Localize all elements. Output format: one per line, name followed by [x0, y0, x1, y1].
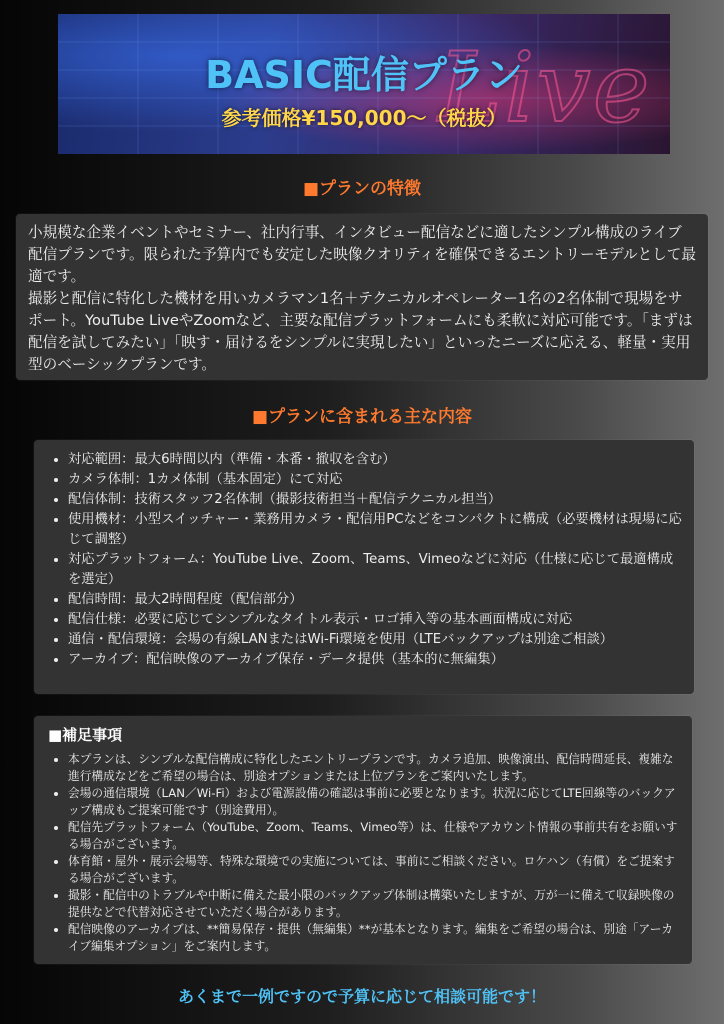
list-item: • アーカイブ：配信映像のアーカイブ保存・データ提供（基本的に無編集） [68, 650, 682, 670]
notes-title: ■補足事項 [48, 726, 123, 744]
list-item: • 本プランは、シンプルな配信構成に特化したエントリープランです。カメラ追加、映像演出、配信時間延長、複雑な進行構成などをご希望の場合は、別途オプションまたは上位プランをご案内いたします。 [68, 751, 680, 785]
notes-list [48, 751, 680, 955]
page-title: BASIC配信プラン [205, 53, 523, 97]
list-item: • カメラ体制：1カメ体制（基本固定）にて対応 [68, 470, 682, 490]
contents-list [48, 450, 682, 670]
list-item: • 体育館・屋外・展示会場等、特殊な環境での実施については、事前にご相談ください。ロケハン（有償）をご提案する場合がございます。 [68, 853, 680, 887]
list-item: • 使用機材：小型スイッチャー・業務用カメラ・配信用PCなどをコンパクトに構成（必要機材は現場に応じて調整） [68, 510, 682, 550]
footer-note: あくまで一例ですので予算に応じて相談可能です！ [177, 987, 546, 1006]
features-box [16, 214, 708, 380]
features-paragraph-2: 撮影と配信に特化した機材を用いカメラマン1名＋テクニカルオペレーター1名の2名体制で現場をサポート。YouTube LiveやZoomなど、主要な配信プラットフォームにも柔軟に対応可能です。「まずは配信を試してみたい」「映す・届けるをシンプルに実現したい」といったニーズに応える、軽量・実用型のベーシックプランです。 [28, 290, 693, 373]
list-item: • 対応範囲：最大6時間以内（準備・本番・撤収を含む） [68, 450, 682, 470]
list-item: • 対応プラットフォーム：YouTube Live、Zoom、Teams、Vimeoなどに対応（仕様に応じて最適構成を選定） [68, 550, 682, 590]
notes-box [34, 716, 692, 964]
contents-box [34, 440, 694, 694]
list-item: • 配信時間：最大2時間程度（配信部分） [68, 590, 682, 610]
live-neon-decoration: Live [438, 32, 652, 144]
features-heading: ■プランの特徴 [302, 179, 422, 199]
list-item: • 通信・配信環境：会場の有線LANまたはWi-Fi環境を使用（LTEバックアップは別途ご相談） [68, 630, 682, 650]
hero-banner [58, 14, 670, 154]
list-item: • 会場の通信環境（LAN／Wi-Fi）および電源設備の確認は事前に必要となります。状況に応じてLTE回線等のバックアップ構成もご提案可能です（別途費用）。 [68, 785, 680, 819]
list-item: • 配信仕様：必要に応じてシンプルなタイトル表示・ロゴ挿入等の基本画面構成に対応 [68, 610, 682, 630]
list-item: • 配信映像のアーカイブは、**簡易保存・提供（無編集）**が基本となります。編集をご希望の場合は、別途「アーカイブ編集オプション」をご案内します。 [68, 921, 680, 955]
list-item: • 配信体制：技術スタッフ2名体制（撮影技術担当＋配信テクニカル担当） [68, 490, 682, 510]
contents-heading: ■プランに含まれる主な内容 [251, 407, 473, 427]
reference-price: 参考価格¥150,000〜（税抜） [221, 106, 507, 130]
list-item: • 撮影・配信中のトラブルや中断に備えた最小限のバックアップ体制は構築いたしますが、万が一に備えて収録映像の提供などで代替対応させていただく場合があります。 [68, 887, 680, 921]
features-paragraph-1: 小規模な企業イベントやセミナー、社内行事、インタビュー配信などに適したシンプル構成のライブ配信プランです。限られた予算内でも安定した映像クオリティを確保できるエントリーモデルとして最適です。 [28, 224, 696, 285]
list-item: • 配信先プラットフォーム（YouTube、Zoom、Teams、Vimeo等）は、仕様やアカウント情報の事前共有をお願いする場合がございます。 [68, 819, 680, 853]
